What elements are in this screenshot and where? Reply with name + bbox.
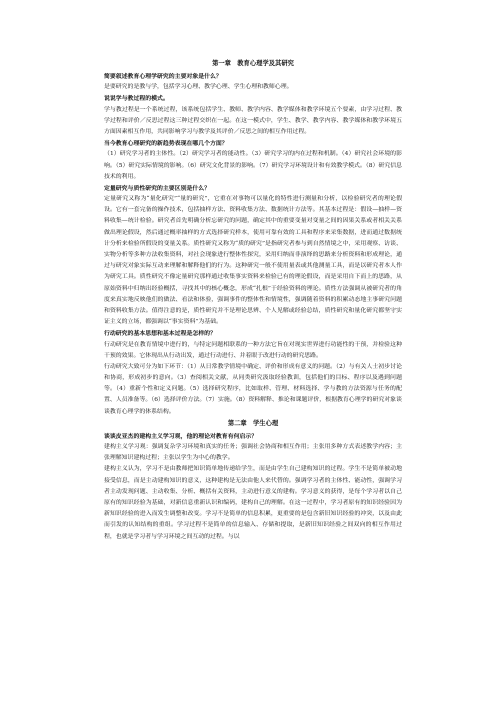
answer-6-paragraph-2: 建构主义认为，学习不是由教师把知识简单地传递给学生，而是由学生自己建构知识的过程。学生不是简单被动地接受信息，而是主动建构知识的意义，这种建构是无法由他人来代替的。强调学习者的主体性、能动性，强调学习者主动发现问题、主动收集、分析、概括有关资料，主动进行意义的建构。学习意义的获得，是每个学习者以自己原有的知识经验为基础，对新信息重新认识和编码，建构自己的理解。在这一过程中，学习者原有的知识经验因为新知识经验的进入而发生调整和改变。学习不是简单的信息积累，更重要的是包含新旧知识经验的冲突，以及由此而引发的认知结构的重组。学习过程不是简单的信息输入、存储和提取，是新旧知识经验之间双向的相互作用过程，也就是学习者与学习环境之间互动的过程。与以 <box>104 466 402 540</box>
chapter-1-title: 第一章 教育心理学及其研究 <box>212 60 294 67</box>
answer-2: 学与教过程是一个系统过程，该系统包括学生、教师、教学内容、教学媒体和教学环境五个要素，由学习过程、教学过程和评价／反思过程这三种过程交织在一起。在这一模式中，学生、教学、教学内容、教学媒体和教学环境五方面因素相互作用，共同影响学习与教学及其评价／反思之间的相互作用过程。 <box>104 106 402 135</box>
answer-4: 定量研究又称为“量化研究”“量的研究”，它重在对事物可以量化的特性进行测量和分析，以检验研究者的理论假设。它有一套完备的操作技术，包括抽样方法、资料收集方法、数据统计方法等。其基本过程是：假设—抽样—资料收集—统计检验。研究者首先明确分析忘研究的问题，确定其中的重要变量对变量之间的因果关系或者相关关系做出理论假设，然后通过概率抽样的方式选择研究样本，使用可靠有效的工具和程序来采集数据，进而通过数据统计分析来检验所假设的变量关系。质性研究又称为“质的研究”是指研究者参与到自然情境之中，采用观察、访谈、实物分析等多种方法收集资料，对社会现象进行整体性探究，采用归纳而非演绎的思路来分析资料和形成理论，通过与研究对象实际互动来理解和解释他们的行为。这种研究一般不使用量表或其他测量工具，而是以研究者本人作为研究工具。质性研究不像定量研究那样通过收集事实资料来检验已有的理论假设，而是采用自下而上的思路，从原始资料中归纳出经验概括，寻找其中的核心概念，形成“扎根”于经验资料的理论。质性方法强调从被研究者的角度来真实地反映他们的做法、看法和体验，强调事件的整体性和情境性，强调随着资料的积累动态地主事研究问题和资料收集方法。值得注意的是，质性研究并不是理论思辨、个人见解或经验总结，质性研究和量化研究都坚守实证主义的立场，都强调以“事实资料”为基础。 <box>104 196 402 326</box>
question-5: 行动研究的基本思想和基本过程是怎样的？ <box>104 330 216 338</box>
chapter-2-title: 第二章 学生心理 <box>227 419 279 427</box>
answer-3: （1）研究学习者的主体性。（2）研究学习者的能动性。（3）研究学习的内在过程和机制。（4）研究社会环境的影响。（5）研究实际情境的影响。（6）研究文化背景的影响。（7）研究学习环境设计和有效教学模式。（8）研究信息技术的利用。 <box>104 151 402 180</box>
question-2: 说说学与教过程的模式。 <box>104 95 169 103</box>
document-page <box>104 58 402 543</box>
answer-5-paragraph-1: 行动研究是在教育情境中进行的，与特定问题相联系的一种方法它旨在对现实世界进行功能性的干预，并检验这种干预的效果。它体现出从行动出发，通过行动进行、并着眼于改进行动的研究思路。 <box>104 341 402 359</box>
answer-6-paragraph-1: 建构主义学习观：强调复杂学习环境和真实的任务；强调社会协商和相互作用；主张用多种方式表述教学内容；主张理解知识建构过程；主张以学生为中心的教学。 <box>104 444 402 462</box>
question-4: 定量研究与质性研究的主要区别是什么？ <box>104 184 211 192</box>
question-6: 谈谈皮亚杰的建构主义学习观，他的理论对教育有何启示？ <box>104 432 258 440</box>
question-3: 当今教育心理研究的新趋势表现在哪几个方面？ <box>104 140 228 148</box>
question-1: 简要叙述教育心理学研究的主要对象是什么？ <box>104 73 222 80</box>
answer-5-paragraph-2: 行动研究大致可分为如下环节：（1）从日常教学情境中确定、评价和形成有意义的问题。（2）与有关人士初步讨论和协商，形成初步的意向。（3）查阅相关文献，从同类研究汲取经验教训，包括他们的目标、程序以及遇到问题等。（4）重新个性和定义问题。（5）选择研究程序，比如取样、管理、材料选择、学与教的方法资源与任务的配置、人员准备等。（6）选择评价方法。（7）实施。（8）资料解释、推论和课题评价，根据教育心理学的研究对象谈谈教育心理学的体系结构。 <box>104 363 402 415</box>
answer-1: 是要研究的是教与学，包括学习心理、教学心理、学生心理和教师心理。 <box>104 84 293 91</box>
